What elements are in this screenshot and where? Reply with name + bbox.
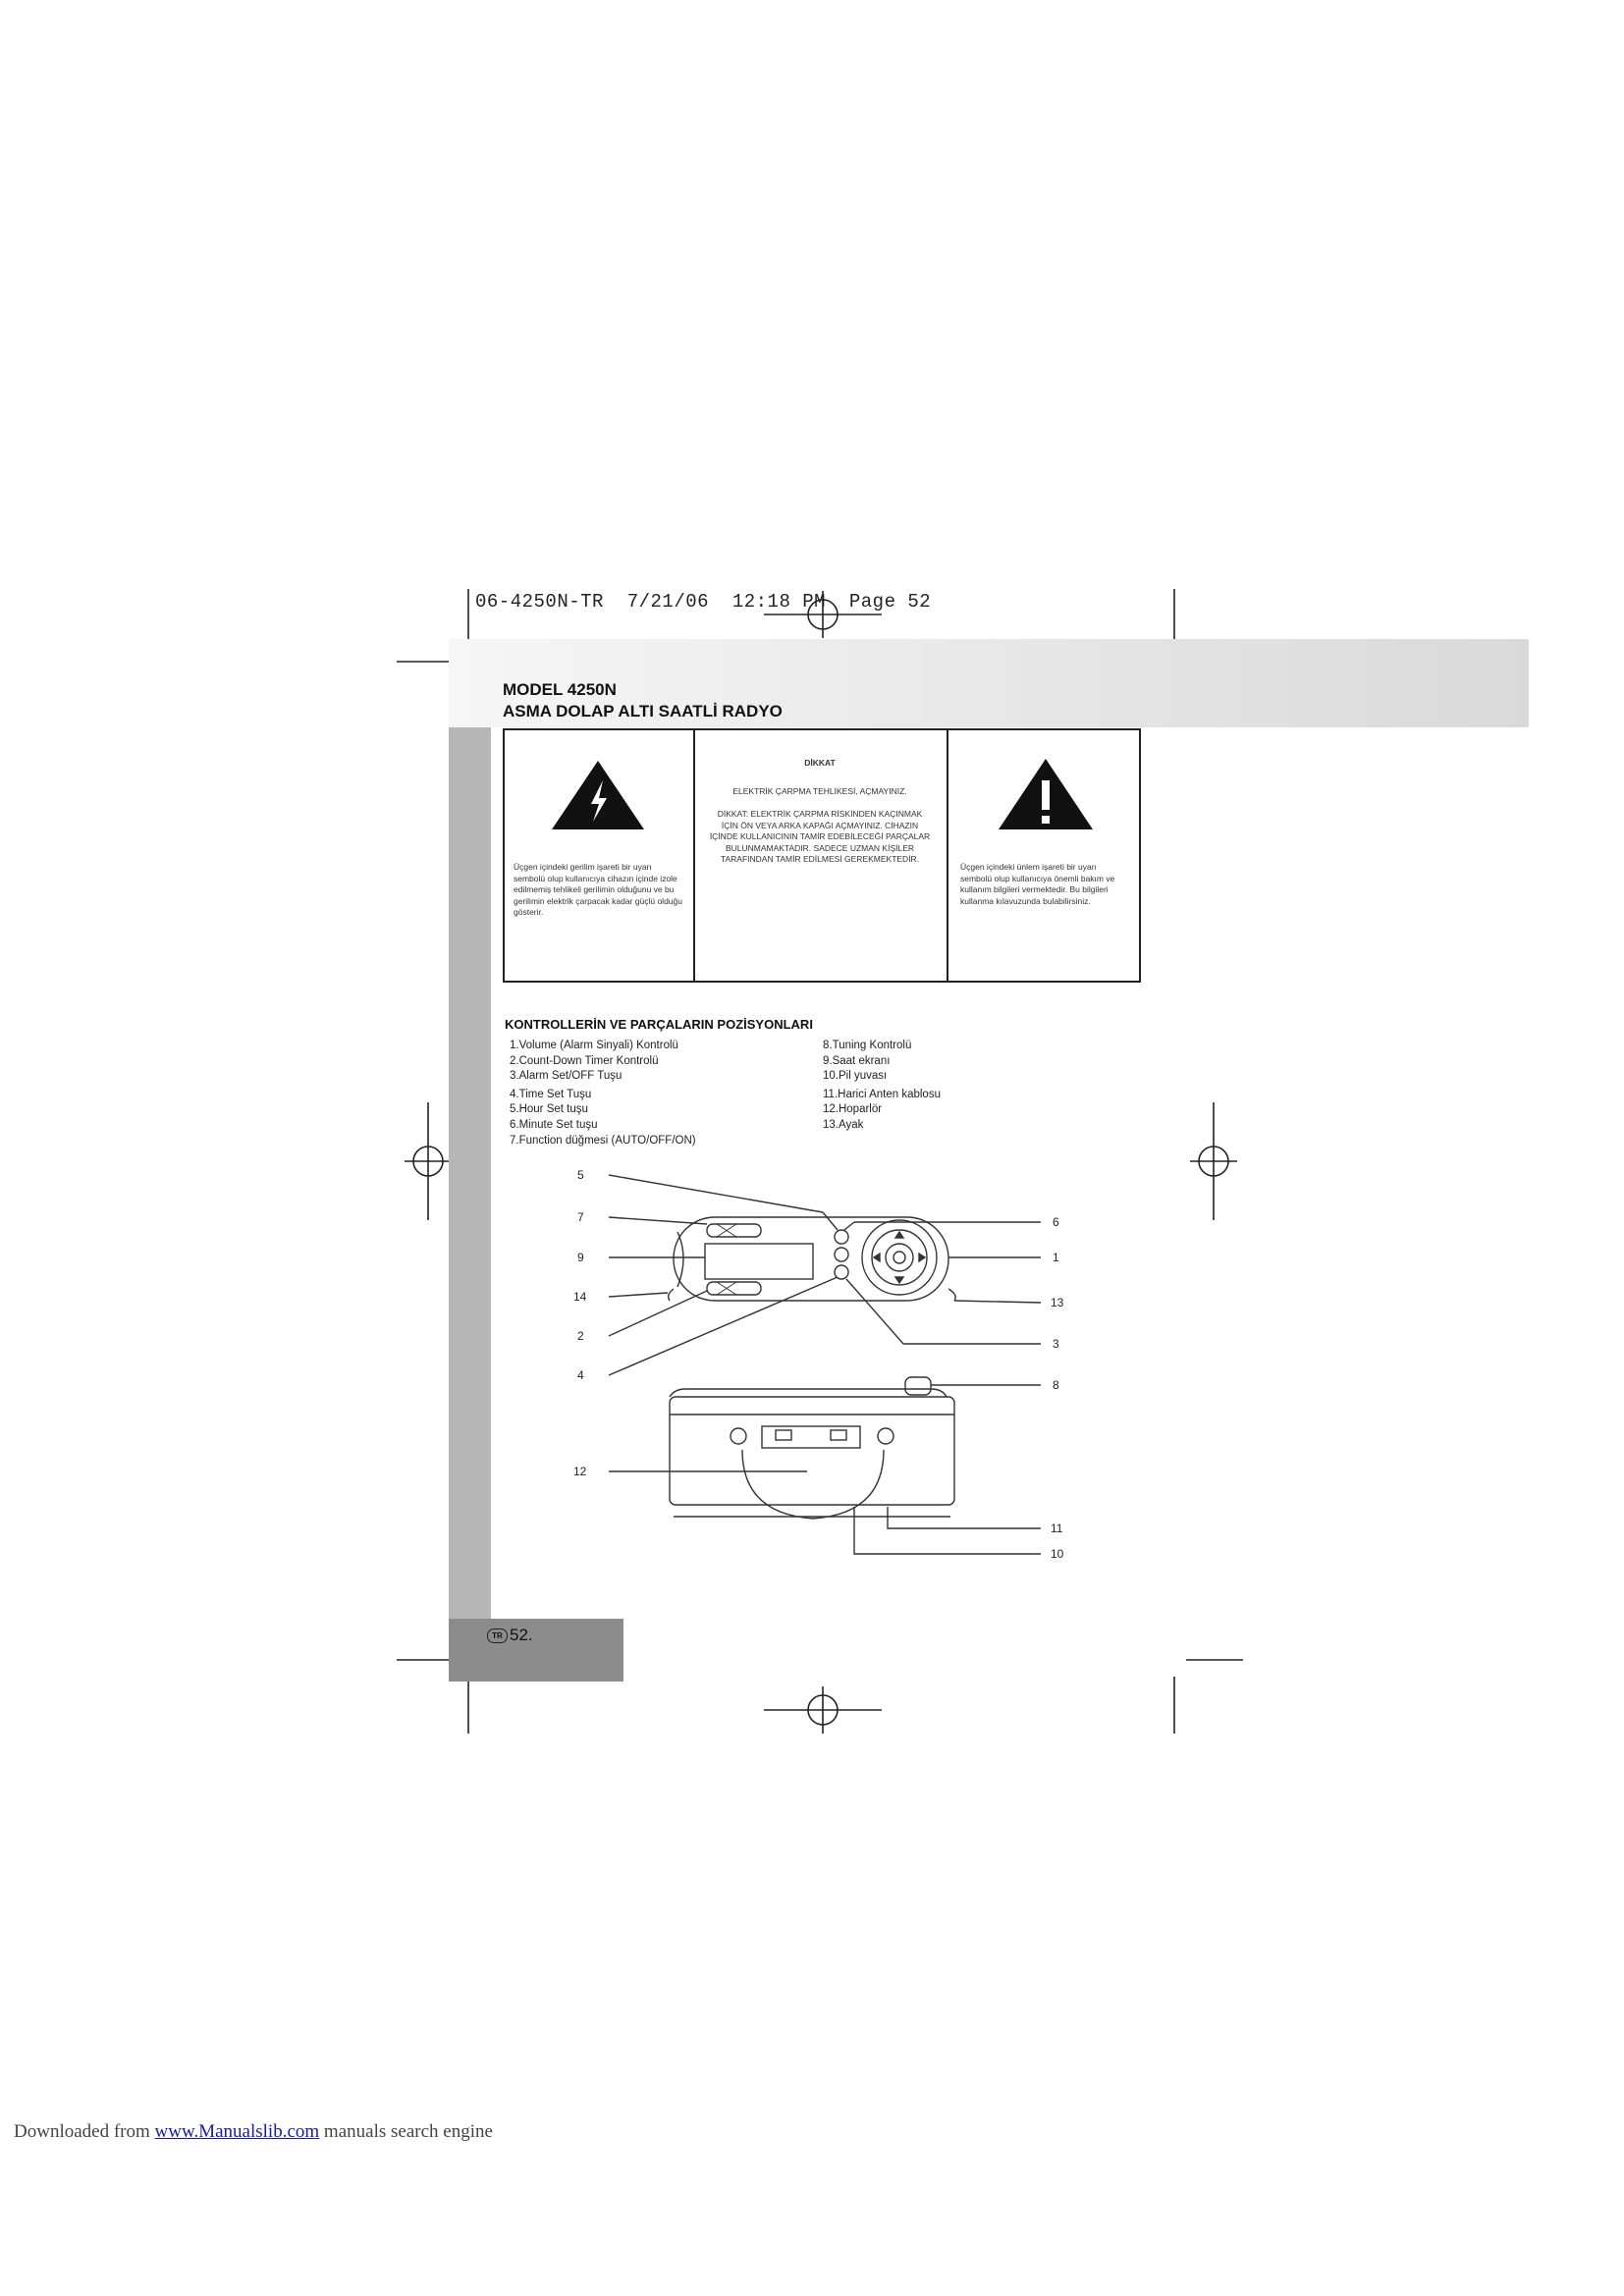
list-item: 12.Hoparlör (823, 1103, 883, 1116)
exclamation-triangle-icon (997, 757, 1095, 831)
footer-suffix: manuals search engine (319, 2121, 493, 2142)
warning-divider-right (947, 728, 948, 983)
diagram-label-2: 2 (577, 1329, 584, 1343)
diagram-label-6: 6 (1053, 1215, 1059, 1229)
list-item: 13.Ayak (823, 1118, 864, 1131)
product-subtitle: ASMA DOLAP ALTI SAATLİ RADYO (503, 702, 783, 721)
diagram-label-13: 13 (1051, 1296, 1064, 1309)
warning-line1: ELEKTRİK ÇARPMA TEHLİKESİ, AÇMAYINIZ. (732, 786, 907, 796)
print-slug-line: 06-4250N-TR 7/21/06 12:18 PM Page 52 (475, 591, 932, 613)
list-item: 3.Alarm Set/OFF Tuşu (510, 1070, 623, 1083)
controls-section-title: KONTROLLERİN VE PARÇALARIN POZİSYONLARI (505, 1017, 813, 1032)
language-badge: TR (487, 1629, 508, 1643)
page-number (487, 1626, 533, 1645)
page-number-text: 52. (510, 1626, 533, 1644)
warning-heading: DİKKAT (804, 758, 836, 768)
diagram-label-7: 7 (577, 1210, 584, 1224)
diagram-label-8: 8 (1053, 1378, 1059, 1392)
diagram-label-3: 3 (1053, 1337, 1059, 1351)
list-item: 2.Count-Down Timer Kontrolü (510, 1054, 659, 1067)
list-item: 10.Pil yuvası (823, 1070, 888, 1083)
list-item: 11.Harici Anten kablosu (823, 1088, 941, 1100)
manualslib-link[interactable]: www.Manualslib.com (154, 2121, 320, 2142)
list-item: 7.Function düğmesi (AUTO/OFF/ON) (510, 1134, 696, 1147)
diagram-label-12: 12 (573, 1465, 587, 1478)
diagram-label-5: 5 (577, 1168, 584, 1182)
list-item: 4.Time Set Tuşu (510, 1088, 592, 1100)
warning-divider-left (693, 728, 695, 983)
diagram-label-11: 11 (1051, 1522, 1063, 1535)
list-item: 6.Minute Set tuşu (510, 1118, 598, 1131)
footer-prefix: Downloaded from (14, 2121, 155, 2142)
model-title: MODEL 4250N (503, 680, 617, 699)
download-footer (14, 2121, 493, 2143)
list-item: 9.Saat ekranı (823, 1054, 891, 1067)
diagram-label-1: 1 (1053, 1251, 1059, 1264)
diagram-label-10: 10 (1051, 1547, 1064, 1561)
list-item: 5.Hour Set tuşu (510, 1103, 588, 1116)
warning-right-text: Üçgen içindeki ünlem işareti bir uyarı sembolü olup kullanıcıya önemli bakım ve kullanım bilgileri vermektedir. Bu bilgileri kullanma kılavuzunda bulabilirsiniz. (960, 862, 1115, 906)
list-item: 8.Tuning Kontrolü (823, 1040, 912, 1051)
diagram-label-4: 4 (577, 1368, 584, 1382)
footer-band (449, 1619, 623, 1682)
side-band (449, 727, 491, 1619)
list-item: 1.Volume (Alarm Sinyali) Kontrolü (510, 1040, 678, 1051)
radio-parts-diagram (560, 1163, 1070, 1585)
warning-body: DİKKAT: ELEKTRİK ÇARPMA RİSKİNDEN KAÇINMAK İÇİN ÖN VEYA ARKA KAPAĞI AÇMAYINIZ. CİHAZIN İÇİNDE KULLANICININ TAMİR EDEBİLECEĞİ PARÇALAR BULUNMAMAKTADIR. SADECE UZMAN KİŞİLER TARAFINDAN TAMİR EDİLMESİ GEREKMEKTEDİR. (709, 809, 931, 864)
lightning-triangle-icon (550, 759, 646, 831)
warning-left-text: Üçgen içindeki gerilim işareti bir uyarı sembolü olup kullanıcıya cihazın içinde izole edilmemiş tehlikeli gerilimin olduğunu ve bu gerilimin elektrik çarpacak kadar güçlü olduğu gösterir. (514, 862, 682, 917)
controls-list-left (510, 1039, 696, 1148)
diagram-label-14: 14 (573, 1290, 587, 1304)
diagram-label-9: 9 (577, 1251, 584, 1264)
controls-list-right (823, 1039, 941, 1134)
